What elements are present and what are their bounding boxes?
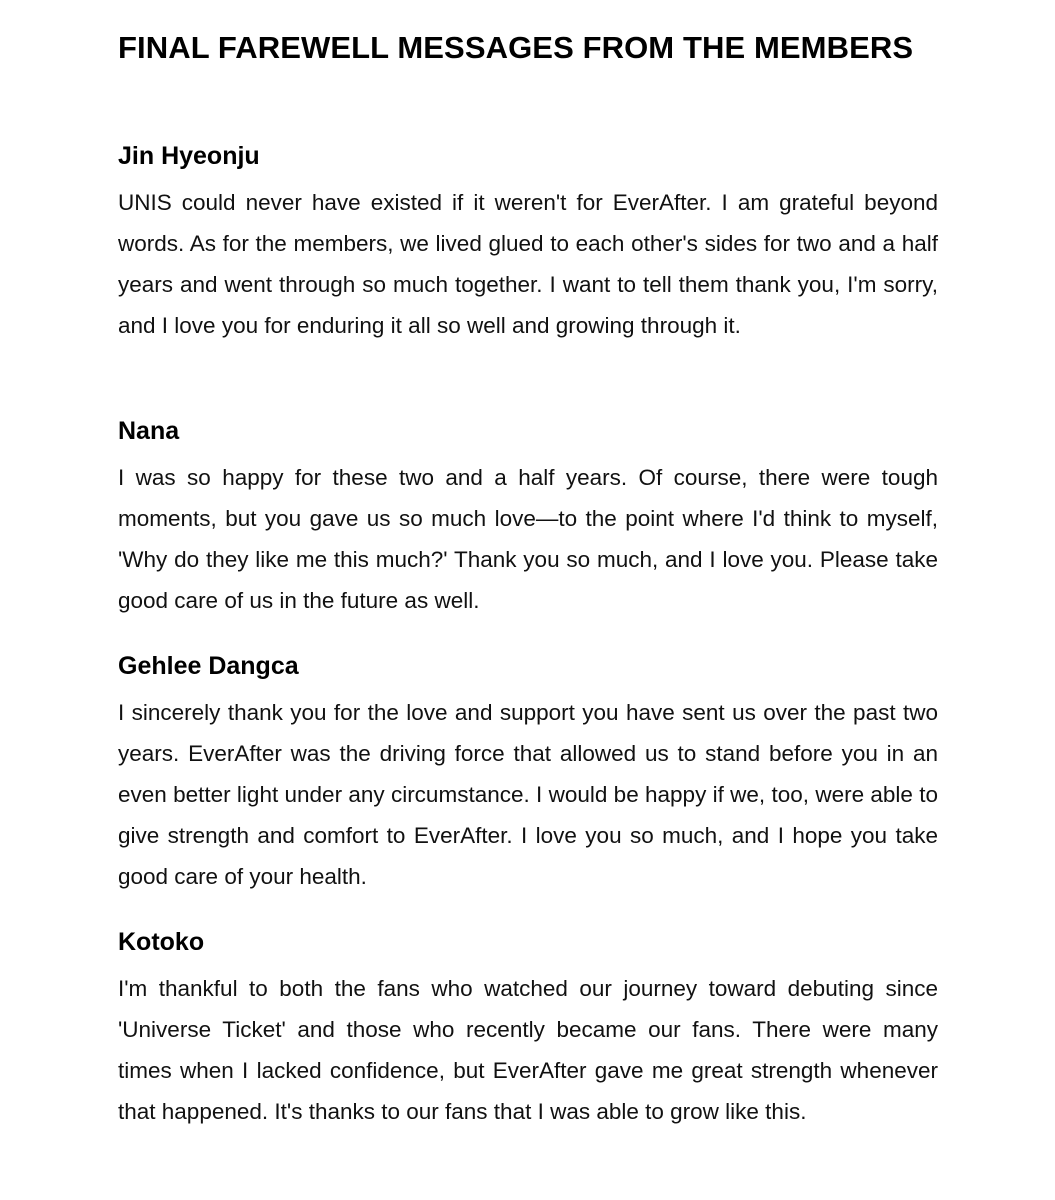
member-name: Jin Hyeonju: [118, 142, 260, 170]
member-section-nana: [118, 415, 938, 621]
member-name: Nana: [118, 417, 180, 445]
member-message: UNIS could never have existed if it weren't for EverAfter. I am grateful beyond words. As for the members, we lived glued to each other's sides for two and a half years and went through so much together. I want to tell them thank you, I'm sorry, and I love you for enduring it all so well and growing through it.: [118, 190, 938, 338]
member-section-kotoko: [118, 926, 938, 1132]
member-name: Gehlee Dangca: [118, 652, 299, 680]
member-message: I'm thankful to both the fans who watched our journey toward debuting since 'Universe Ticket' and those who recently became our fans. There were many times when I lacked confidence, but EverAfter gave me great strength whenever that happened. It's thanks to our fans that I was able to grow like this.: [118, 976, 938, 1124]
member-message: I sincerely thank you for the love and support you have sent us over the past two years. EverAfter was the driving force that allowed us to stand before you in an even better light under any circumstance. I would be happy if we, too, were able to give strength and comfort to EverAfter. I love you so much, and I hope you take good care of your health.: [118, 700, 938, 889]
member-section-jin-hyeonju: [118, 140, 938, 346]
member-message: I was so happy for these two and a half years. Of course, there were tough moments, but you gave us so much love—to the point where I'd think to myself, 'Why do they like me this much?' Thank you so much, and I love you. Please take good care of us in the future as well.: [118, 465, 938, 613]
member-name: Kotoko: [118, 928, 205, 956]
member-section-gehlee-dangca: [118, 650, 938, 897]
page-title: FINAL FAREWELL MESSAGES FROM THE MEMBERS: [118, 30, 914, 65]
